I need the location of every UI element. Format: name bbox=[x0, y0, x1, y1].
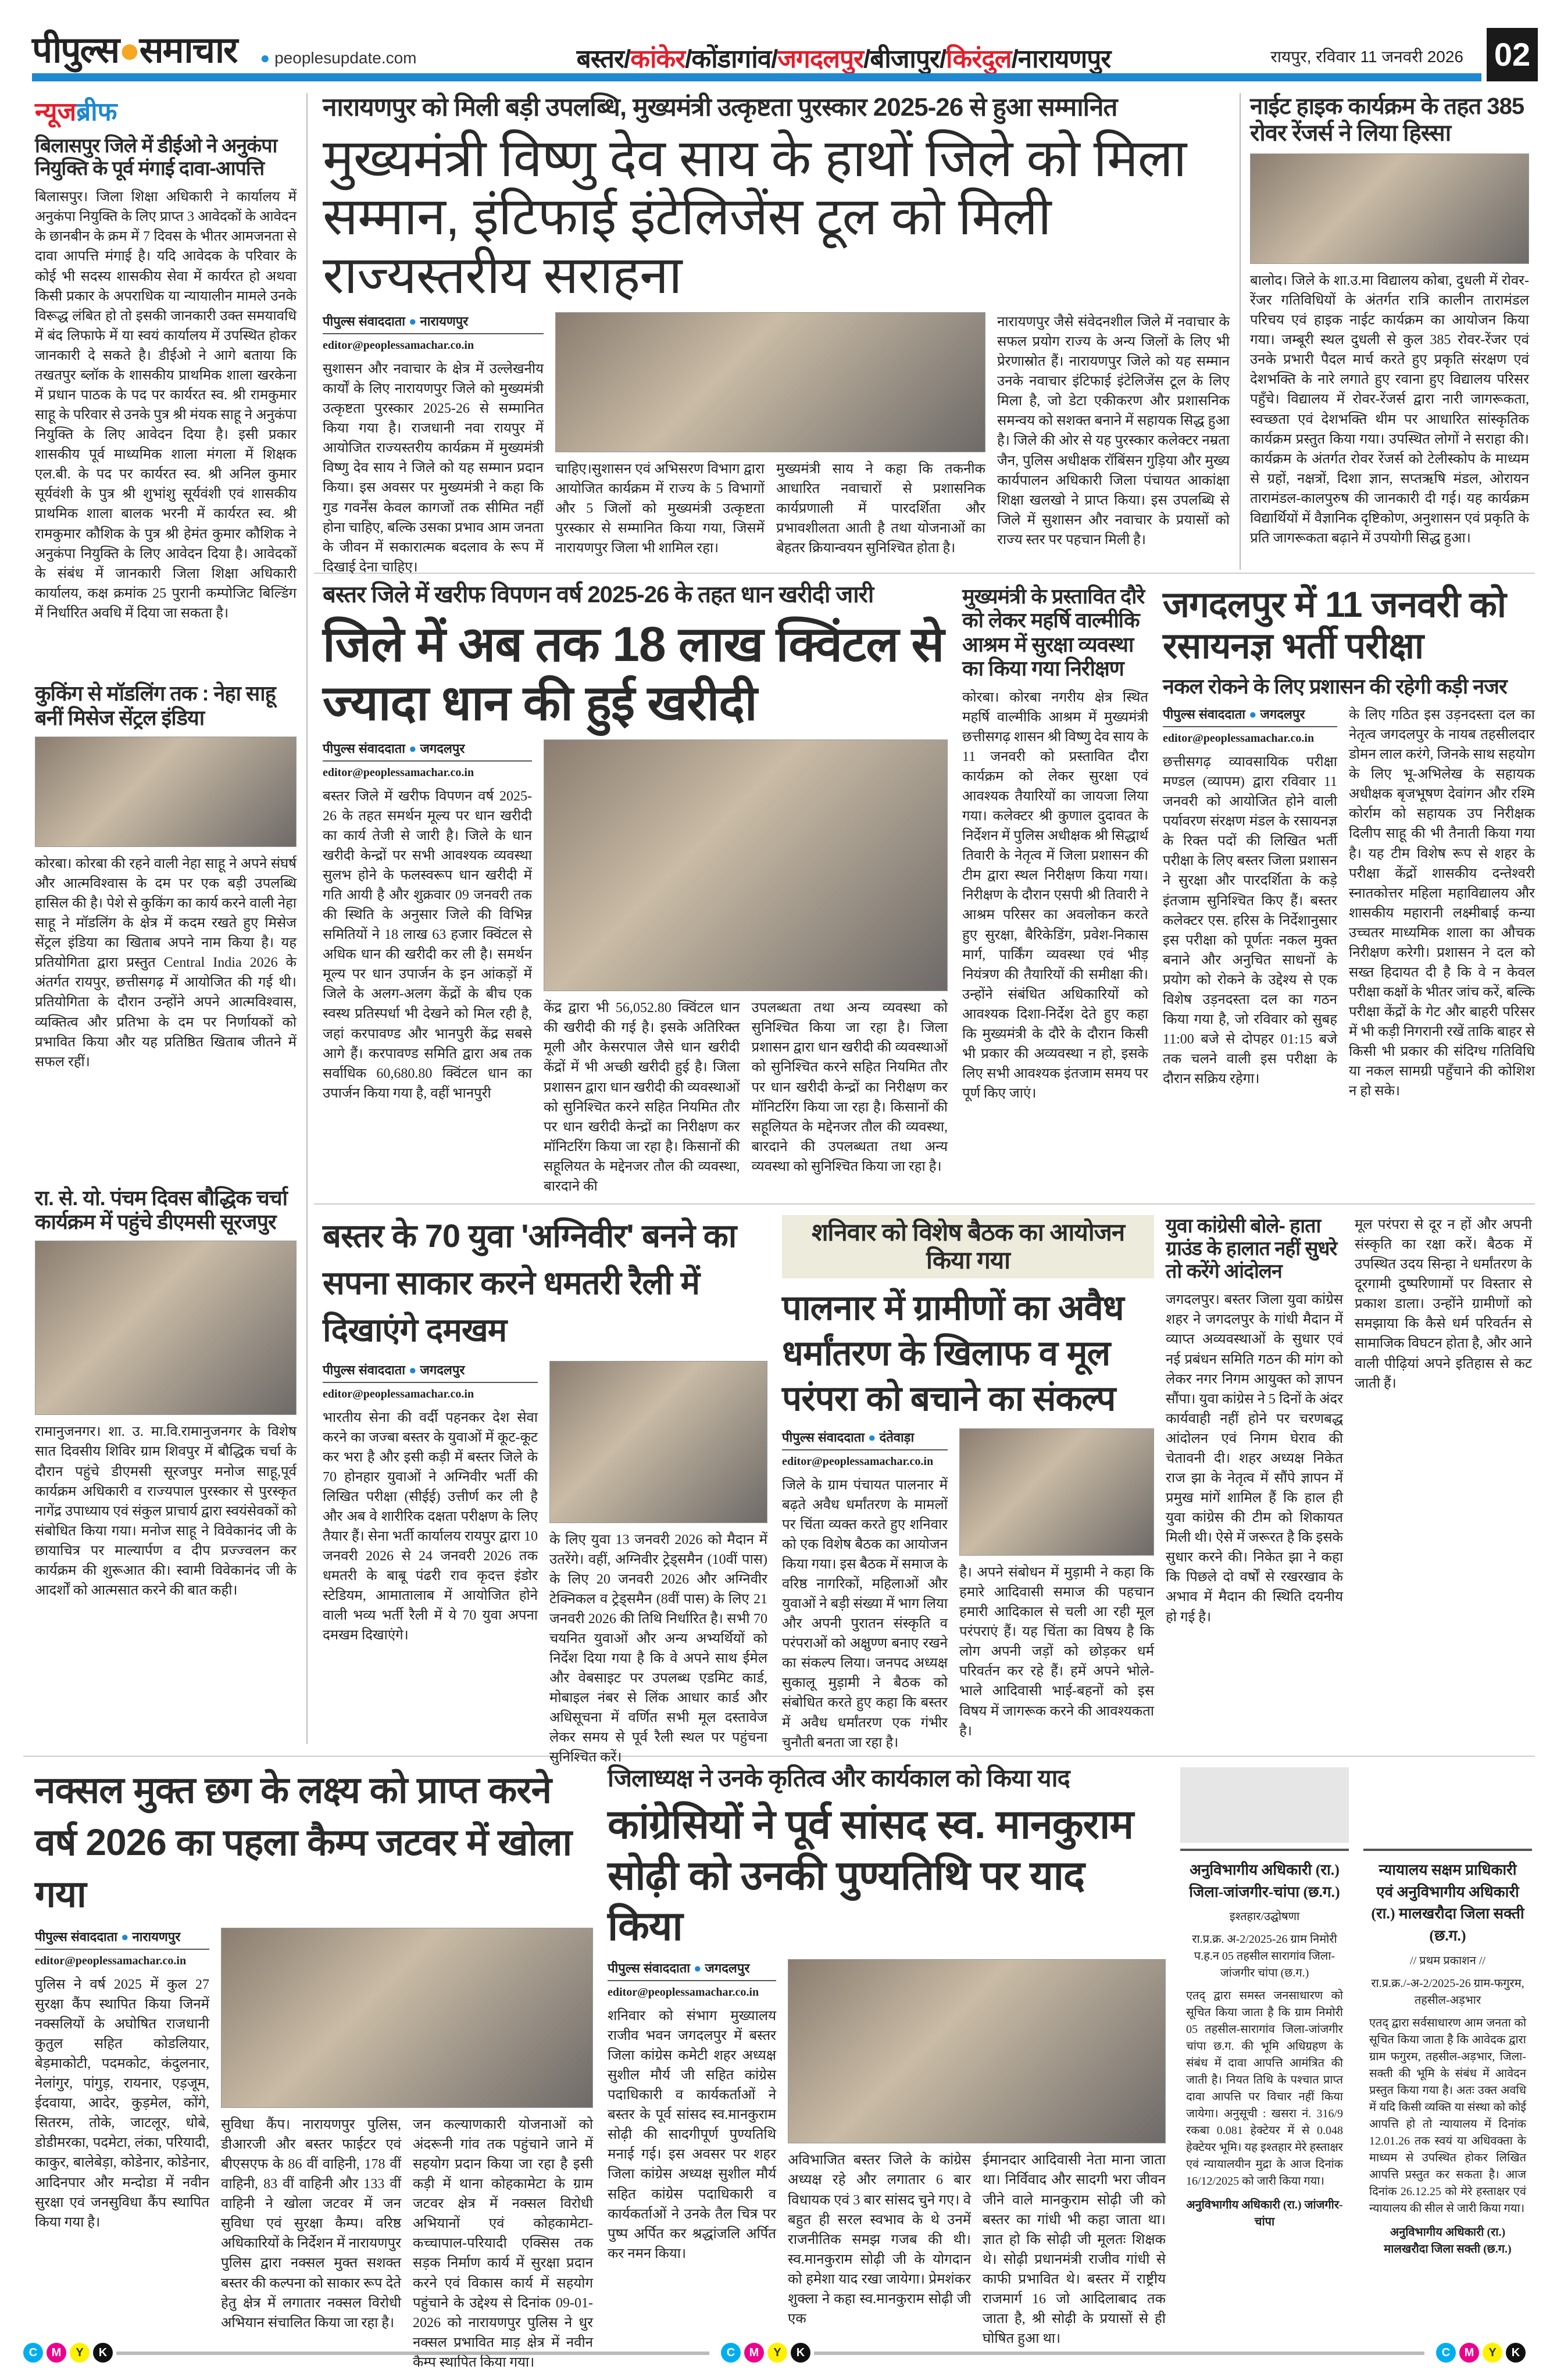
print-bar bbox=[814, 2352, 1424, 2355]
dot-icon: ● bbox=[409, 313, 417, 328]
notice-title: अनुविभागीय अधिकारी (रा.) जिला-जांजगीर-चांपा (छ.ग.) bbox=[1189, 1861, 1340, 1900]
main-kicker: नारायणपुर को मिली बड़ी उपलब्धि, मुख्यमंत्री उत्कृष्टता पुरस्कार 2025-26 से हुआ सम्मानित bbox=[323, 93, 1117, 121]
night-hike-photo bbox=[1250, 153, 1529, 264]
section-divider bbox=[314, 1203, 1535, 1205]
palnar-kicker: शनिवार को विशेष बैठक का आयोजन किया गया bbox=[782, 1215, 1154, 1278]
region-separator: / bbox=[1011, 44, 1018, 73]
article-headline: नाईट हाइक कार्यक्रम के तहत 385 रोवर रेंजर्स ने लिया हिस्सा bbox=[1250, 94, 1524, 146]
article-body: शनिवार को संभाग मुख्यालय राजीव भवन जगदलपुर में बस्तर जिला कांग्रेस कमेटी शहर अध्यक्ष सुशील मौर्य जी सहित कांग्रेस पदाधिकारी व कार्यकर्ताओं ने बस्तर के पूर्व सांसद स्व.मानकुराम सोढ़ी की सादगीपूर्ण पुण्यतिथि मनाई गई। इस अवसर पर शहर जिला कांग्रेस अध्यक्ष सुशील मौर्य सहित कांग्रेस पदाधिकारी व कार्यकर्ताओं ने उनके तैल चित्र पर पुष्प अर्पित कर श्रद्धांजलि अर्पित कर नमन किया। bbox=[608, 2008, 776, 2261]
reporter: पीपुल्स संवाददाता bbox=[35, 1929, 117, 1944]
reporter: पीपुल्स संवाददाता bbox=[323, 313, 405, 328]
article-photo bbox=[35, 1241, 297, 1415]
notice-signature: अनुविभागीय अधिकारी (रा.) जांजगीर-चांपा bbox=[1186, 2199, 1343, 2229]
cmyk-dot-c: C bbox=[1436, 2343, 1456, 2363]
page-number: 02 bbox=[1487, 28, 1538, 81]
night-hike-story bbox=[1250, 93, 1529, 567]
exam-story bbox=[1163, 584, 1535, 1198]
article-body: ईमानदार आदिवासी नेता माना जाता था। निर्विवाद और सादगी भरा जीवन जीने वाले मानकुराम सोढ़ी जी को बस्तर का गांधी भी कहा जाता था। ज्ञात हो कि सोढ़ी जी मूलतः शिक्षक थे। सोढ़ी प्रधानमंत्री राजीव गांधी से काफी प्रभावित थे। बस्तर में राष्ट्रीय राजमार्ग 16 जो आदिलाबाद तक जाता है, श्री सोढ़ी के प्रयासों से ही घोषित हुआ था। bbox=[983, 2153, 1166, 2347]
byline-block bbox=[608, 1959, 776, 1999]
dateline-place: जगदलपुर bbox=[1260, 706, 1305, 721]
region-name: किरंदुल bbox=[946, 44, 1012, 73]
article-headline: कुकिंग से मॉडलिंग तक : नेहा साहू बनीं मिसेज सेंट्रल इंडिया bbox=[35, 681, 276, 730]
article-body: जन कल्याणकारी योजनाओं को अंदरूनी गांव तक पहुंचाने जाने में सहयोग प्रदान किया जा रहा है इसी कड़ी में थाना कोहकामेटा के ग्राम जटवर क्षेत्र में नक्सल विरोधी अभियानों एवं कोहकामेटा-कच्चापाल-परियादी एक्सिस तक सड़क निर्माण कार्य में सुरक्षा प्रदान करने एवं विकास कार्य में सहयोग पहुंचाने के उद्देश्य से दिनांक 09-01-2026 को नारायणपुर पुलिस ने धुर नक्सल प्रभावित माड़ क्षेत्र में नवीन कैम्प स्थापित किया गया। bbox=[413, 2117, 593, 2370]
dateline-place: नारायणपुर bbox=[420, 313, 469, 328]
byline bbox=[782, 1428, 948, 1450]
notice-body: एतद् द्वारा सर्वसाधारण आम जनता को सूचित किया जाता है कि आवेदक द्वारा ग्राम फगुरम, तहसील-अड़भार, जिला-सक्ती की भूमि के संबंध में आवेदन प्रस्तुत किया गया है। अतः उक्त अवधि में यदि किसी व्यक्ति या संस्था को कोई आपत्ति हो तो न्यायालय में दिनांक 12.01.26 तक स्वयं या अधिवक्ता के माध्यम से उपस्थित होकर लिखित आपत्ति प्रस्तुत कर सकता है। आज दिनांक 26.12.25 को मेरे हस्ताक्षर एवं न्यायालय की सील से जारी किया गया। bbox=[1369, 2016, 1526, 2215]
reporter: पीपुल्स संवाददाता bbox=[323, 1362, 405, 1377]
article-body: अविभाजित बस्तर जिले के कांग्रेस अध्यक्ष रहे और लगातार 6 बार विधायक एवं 3 बार सांसद चुने गए। वे बहुत ही सरल स्वभाव के थे उनमें राजनीतिक समझ गजब की थी। स्व.मानकुराम सोढ़ी जी के योगदान को हमेशा याद रखा जायेगा। प्रेमशंकर शुक्ला ने कहा स्व.मानकुराम सोढ़ी जी एक bbox=[788, 2153, 971, 2327]
paddy-procurement-photo bbox=[544, 739, 948, 992]
paddy-headline: जिले में अब तक 18 लाख क्विंटल से ज्यादा धान की हुई खरीदी bbox=[323, 617, 944, 730]
region-name: बस्तर bbox=[576, 44, 624, 73]
cmyk-dot-m: M bbox=[47, 2343, 66, 2363]
region-name: नारायणपुर bbox=[1017, 44, 1111, 73]
congress-kicker: जिलाध्यक्ष ने उनके कृतित्व और कार्यकाल को किया याद bbox=[608, 1764, 1070, 1792]
cmyk-dot-m: M bbox=[1459, 2343, 1479, 2363]
brief-part-1: न्यूज bbox=[35, 98, 77, 126]
reporter: पीपुल्स संवाददाता bbox=[608, 1960, 690, 1975]
congress-headline: कांग्रेसियों ने पूर्व सांसद स्व. मानकुराम सोढ़ी को उनकी पुण्यतिथि पर याद किया bbox=[608, 1802, 1134, 1949]
article-body: चाहिए।सुशासन एवं अभिसरण विभाग द्वारा आयोजित कार्यक्रम में राज्य के 5 विभागों और 5 जिलों को मुख्यमंत्री उत्कृष्टता पुरस्कार से सम्मानित किया गया, जिसमें नारायणपुर जिला भी शामिल रहा। bbox=[555, 461, 765, 556]
article-body: उपलब्धता तथा अन्य व्यवस्था को सुनिश्चित किया जा रहा है। जिला प्रशासन द्वारा धान खरीदी की व्यवस्थाओं को सुनिश्चित करने सहित नियमित तौर पर धान खरीदी केन्द्रों का निरीक्षण कर मॉनिटरिंग किया जा रहा है। किसानों की सहूलियत के मद्देनजर तौल की व्यवस्था, बारदाने की उपलब्धता तथा अन्य व्यवस्था को सुनिश्चित किया जा रहा है। bbox=[751, 1000, 948, 1174]
article-body: पुलिस ने वर्ष 2025 में कुल 27 सुरक्षा कैंप स्थापित किया जिनमें नक्सलियों के अघोषित राजधानी कुतुल सहित कोडलियार, बेड़माकोटी, पदमकोट, कंदुलनार, नेलांगुर, पांगुड़, रायनार, एड़जूम, ईदवाया, आदेर, कुड़मेल, कोंगे, सितरम, तोके, जाटलूर, धोबे, डोडीमरका, पदमेटा, लंका, परियादी, काकुर, बालेबेड़ा, कोडेनार, कोडेनार, आदिनपार और मन्दोडा में नवीन सुरक्षा एवं जनसुविधा कैंप स्थापित किया गया है। bbox=[35, 1977, 209, 2230]
notice-signature: अनुविभागीय अधिकारी (रा.) मालखरौदा जिला सक्ती (छ.ग.) bbox=[1384, 2225, 1512, 2256]
byline bbox=[323, 739, 532, 762]
article-body: के लिए गठित इस उड़नदस्ता दल का नेतृत्व जगदलपुर के नायब तहसीलदार डोमन लाल करंगे, जिनके साथ सहयोग के लिए भू-अभिलेख के सहायक अधीक्षक बृजभूषण देवांगन और रश्मि कोर्राम को सहायक उप निरीक्षक दिलीप साहू की भी तैनाती किया गया है। यह टीम विशेष रूप से शहर के परीक्षा केंद्रों शासकीय दन्तेश्वरी स्नातकोत्तर महिला महाविद्यालय और शासकीय महारानी लक्ष्मीबाई कन्या उच्चतर माध्यमिक शाला का औचक निरीक्षण करेगी। प्रशासन ने दल को सख्त हिदायत दी है कि वे न केवल परीक्षा कक्षों के भीतर जांच करें, बल्कि परीक्षा केंद्रों के गेट और बाहरी परिसर में भी कड़ी निगरानी रखें ताकि बाहर से किसी भी प्रकार की संदिग्ध गतिविधि या नकल सामग्री पहुँचाने की कोशिश न हो सके। bbox=[1349, 707, 1535, 1099]
korba-story bbox=[962, 584, 1148, 1198]
region-separator: / bbox=[685, 44, 692, 73]
region-separator: / bbox=[623, 44, 631, 73]
dot-icon: ● bbox=[1249, 706, 1257, 721]
region-separator: / bbox=[863, 44, 870, 73]
dateline-place: जगदलपुर bbox=[420, 1362, 465, 1377]
naxal-story bbox=[35, 1764, 593, 2370]
article-headline: बिलासपुर जिले में डीईओ ने अनुकंपा नियुक्ति के पूर्व मंगाई दावा-आपत्ति bbox=[35, 135, 277, 180]
column-divider bbox=[306, 93, 308, 1744]
cmyk-dot-y: Y bbox=[70, 2343, 90, 2363]
agniveer-story bbox=[323, 1212, 767, 1766]
cmyk-registration-mark bbox=[23, 2343, 113, 2363]
editor-email[interactable]: editor@peoplessamachar.co.in bbox=[608, 1985, 759, 1999]
website-url[interactable] bbox=[260, 49, 416, 73]
byline bbox=[323, 312, 544, 334]
exam-headline: जगदलपुर में 11 जनवरी को रसायनज्ञ भर्ती परीक्षा bbox=[1163, 585, 1506, 667]
article-body: मुख्यमंत्री साय ने कहा कि तकनीक आधारित नवाचारों से प्रशासनिक कार्यप्रणाली में पारदर्शिता और प्रभावशीलता आती है तथा योजनाओं का बेहतर क्रियान्वयन सुनिश्चित होता है। bbox=[776, 461, 985, 556]
newspaper-logo bbox=[32, 24, 237, 73]
dateline-place: नारायणपुर bbox=[132, 1929, 181, 1944]
article-body: बस्तर जिले में खरीफ विपणन वर्ष 2025-26 के तहत समर्थन मूल्य पर धान खरीदी का कार्य तेजी से जारी है। जिले के धान खरीदी केन्द्रों पर सभी आवश्यक व्यवस्था सुलभ होने के फलस्वरूप धान खरीदी में गति आयी है और शुक्रवार 09 जनवरी तक की स्थिति के अनुसार जिले की विभिन्न समितियों ने 18 लाख 63 हजार क्विंटल से अधिक धान की खरीदी कर ली है। समर्थन मूल्य पर धान उपार्जन के इन आंकड़ों में जिले के अलग-अलग केंद्रों के बीच एक स्वस्थ प्रतिस्पर्धा भी देखने को मिल रही है, जहां करपावण्ड और भानपुरी केंद्र सबसे आगे हैं। करपावण्ड समिति द्वारा अब तक सर्वाधिक 60,680.80 क्विंटल धान का उपार्जन किया गया है, वहीं भानपुरी bbox=[323, 788, 532, 1101]
region-name: कोंडागांव bbox=[691, 44, 772, 73]
region-separator: / bbox=[771, 44, 778, 73]
logo-pin-icon: ● bbox=[119, 30, 140, 70]
section-divider bbox=[314, 573, 1535, 574]
article-body: जिले के ग्राम पंचायत पालनार में बढ़ते अवैध धर्मांतरण के मामलों पर चिंता व्यक्त करते हुए शनिवार को एक विशेष बैठक का आयोजन किया गया। इस बैठक में समाज के वरिष्ठ नागरिकों, महिलाओं और युवाओं ने बड़ी संख्या में भाग लिया और अपनी पुरातन संस्कृति व परंपराओं को अक्षुण्ण बनाए रखने का संकल्प लिया। जनपद अध्यक्ष सुकालू मुड़ामी ने बैठक को संबोधित करते हुए कहा कि बस्तर में अवैध धर्मांतरण एक गंभीर चुनौती बनता जा रहा है। bbox=[782, 1477, 948, 1750]
jatwar-camp-photo bbox=[221, 1928, 593, 2108]
article-body: है। अपने संबोधन में मुड़ामी ने कहा कि हमारे आदिवासी समाज की पहचान हमारी आदिकाल से चली आ रही मूल परंपराएं हैं। यह चिंता का विषय है कि लोग अपनी जड़ों को छोड़कर धर्म परिवर्तन कर रहे हैं। हमें अपने भोले-भाले आदिवासी भाई-बहनों को इस विषय में जागरूक करने की आवश्यकता है। bbox=[959, 1564, 1154, 1739]
article-photo bbox=[35, 737, 297, 847]
region-name: कांकेर bbox=[630, 44, 685, 73]
masthead bbox=[32, 23, 1538, 73]
section-divider bbox=[23, 1756, 1535, 1757]
reporter: पीपुल्स संवाददाता bbox=[323, 741, 405, 756]
main-story bbox=[323, 93, 1230, 575]
byline-block bbox=[35, 1928, 209, 1968]
palnar-headline: पालनार में ग्रामीणों का अवैध धर्मांतरण के खिलाफ व मूल परंपरा को बचाने का संकल्प bbox=[782, 1288, 1124, 1418]
paddy-kicker: बस्तर जिले में खरीफ विपणन वर्ष 2025-26 के तहत धान खरीदी जारी bbox=[323, 582, 874, 607]
cmyk-registration-mark bbox=[1436, 2343, 1526, 2363]
byline-block bbox=[1163, 705, 1337, 745]
editor-email[interactable]: editor@peoplessamachar.co.in bbox=[35, 1954, 187, 1967]
palnar-continued bbox=[1355, 1215, 1532, 1747]
region-separator: / bbox=[939, 44, 947, 73]
blank-ad-space bbox=[1180, 1767, 1349, 1843]
reporter: पीपुल्स संवाददाता bbox=[1163, 706, 1245, 721]
article-body: बिलासपुर। जिला शिक्षा अधिकारी ने कार्यालय में अनुकंपा नियुक्ति के लिए प्राप्त 3 आवेदकों के आवेदन के छानबीन के क्रम में 7 दिवस के भीतर आमजनता से दावा आपत्ति मंगाई है। यदि आवेदक के परिवार के कोई भी सदस्य शासकीय सेवा में कार्यरत हो अथवा किसी प्रकार के अपराधिक या न्यायालीन मामले उनके विरूद्ध लंबित हो तो इसकी जानकारी उक्त समयावधि में बंद लिफाफे में या स्वयं कार्यालय में उपस्थित होकर जानकारी दे सकते है। डीईओ ने आगे बताया कि तखतपुर ब्लॉक के शासकीय प्राथमिक शाला खरकेना में प्रधान पाठक के पद पर कार्यरत स्व. श्री रामकुमार साहू के परिवार से उनके पुत्र श्री मंयक साहू ने अनुकंपा नियुक्ति के लिए आवेदन दिया है। इसी प्रकार शासकीय पूर्व माध्यमिक शाला मंगला में शिक्षक एल.बी. के पद पर कार्यरत स्व. श्री अनिल कुमार सूर्यवंशी के पुत्र श्री शुभांशु सूर्यवंशी एवं शासकीय प्राथमिक शाला बालक भरनी में कार्यरत स्व. श्री रामकुमार कौशिक के पुत्र श्री हेमंत कुमार कौशिक ने अनुकंपा नियुक्ति के लिए आवेदन दिया है। आवेदकों के संबंध में जानकारी जिला शिक्षा अधिकारी कार्यालय, कक्ष क्रमांक 25 पुरानी कम्पोजिट बिल्डिंग में निर्धारित अवधि में दिया जा सकता है। bbox=[35, 190, 297, 621]
naxal-headline: नक्सल मुक्त छग के लक्ष्य को प्राप्त करने वर्ष 2026 का पहला कैम्प जटवर में खोला गया bbox=[35, 1769, 572, 1916]
article-body: बालोद। जिले के शा.उ.मा विद्यालय कोबा, दुधली में रोवर-रेंजर गतिविधियों के अंतर्गत रात्रि कालीन तारामंडल परिचय एवं हाइक नाईट कार्यक्रम का आयोजन किया गया। जम्बूरी स्थल दुधली से कुल 385 रोवर-रेंजर एवं उनके प्रभारी पैदल मार्च करते हुए प्रकृति संरक्षण एवं देशभक्ति के नारे लगाते हुए रवाना हुए विद्यालय परिसर पहुँचे। विद्यालय में रोवर-रेंजर्स द्वारा नारी जागरूकता, स्वच्छता एवं देशभक्ति थीम पर आधारित सांस्कृतिक कार्यक्रम प्रस्तुत किया गया। उपस्थित लोगों ने सराहा की। कार्यक्रम के अंतर्गत रोवर रेंजर्स को टेलीस्कोप के माध्यम से ग्रहों, नक्षत्रों, दिशा ज्ञान, सप्तऋषि मंडल, ओरायन तारामंडल-कालपुरुष की जानकारी दी गई। यह कार्यक्रम विद्यार्थियों में वैज्ञानिक दृष्टिकोण, अनुशासन एवं प्रकृति के प्रति जागरूकता बढ़ाने में उपयोगी सिद्ध हुआ। bbox=[1250, 273, 1529, 546]
article-body: सुशासन और नवाचार के क्षेत्र में उल्लेखनीय कार्यों के लिए नारायणपुर जिले को मुख्यमंत्री उत्कृष्टता पुरस्कार 2025-26 से सम्मानित किया गया है। राजधानी नवा रायपुर में आयोजित राज्यस्तरीय कार्यक्रम में मुख्यमंत्री विष्णु देव साय ने जिले को यह सम्मान प्रदान किया। इस अवसर पर मुख्यमंत्री ने कहा कि गुड गवर्नेंस केवल कागजों तक सीमित नहीं होना चाहिए, बल्कि उसका प्रभाव आम जनता के जीवन में सकारात्मक बदलाव के रूप में दिखाई देना चाहिए। bbox=[323, 361, 544, 575]
dateline-place: जगदलपुर bbox=[705, 1960, 750, 1975]
article-body: कोरबा। कोरबा की रहने वाली नेहा साहू ने अपने संघर्ष और आत्मविश्वास के दम पर एक बड़ी उपलब्धि हासिल की है। पेशे से कुकिंग का कार्य करने वाली नेहा साहू ने मॉडलिंग के क्षेत्र में कदम रखते हुए मिसेज सेंट्रल इंडिया का खिताब अपने नाम किया है। यह प्रतियोगिता द्वारा प्रस्तुत Central India 2026 के अंतर्गत रायपुर, छत्तीसगढ़ में आयोजित की गई थी। प्रतियोगिता के दौरान उन्होंने अपने आत्मविश्वास, व्यक्तित्व और प्रतिभा के दम पर निर्णायकों को प्रभावित किया और यह प्रतिष्ठित खिताब जीतने में सफल रहीं। bbox=[35, 856, 297, 1070]
region-name: बीजापुर bbox=[870, 44, 940, 73]
article-body: सुविधा कैंप। नारायणपुर पुलिस, डीआरजी और बस्तर फाईटर एवं बीएसएफ के 86 वीं वाहिनी, 178 वीं वाहिनी, 83 वीं वाहिनी और 133 वीं वाहिनी ने खोला जटवर में जन सुविधा एवं सुरक्षा कैम्प। वरिष्ठ अधिकारियों के निर्देशन में नारायणपुर पुलिस द्वारा नक्सल मुक्त सशक्त बस्तर की कल्पना को साकार रूप देते हेतु क्षेत्र में लगातार नक्सल विरोधी अभियान संचालित किया जा रहा है। bbox=[221, 2117, 401, 2331]
tribute-photo bbox=[788, 1959, 1166, 2144]
cmyk-dot-c: C bbox=[721, 2343, 741, 2363]
notice-case: रा.प्र.क्र./-अ-2/2025-26 ग्राम-फगुरम, तहसील-अड़भार bbox=[1371, 1977, 1524, 2007]
news-brief-label bbox=[35, 93, 297, 128]
cmyk-dot-c: C bbox=[23, 2343, 43, 2363]
article-body: केंद्र द्वारा भी 56,052.80 क्विंटल धान की खरीदी की गई है। इसके अतिरिक्त मूली और केसरपाल जैसे धान खरीदी केंद्रों में भी अच्छी खरीदी हुई है। जिला प्रशासन द्वारा धान खरीदी की व्यवस्थाओं को सुनिश्चित करने सहित नियमित तौर पर धान खरीदी केन्द्रों का निरीक्षण कर मॉनिटरिंग किया जा रहा है। किसानों की सहूलियत के मद्देनजर तौल की व्यवस्था, बारदाने की bbox=[544, 1000, 740, 1194]
award-ceremony-photo bbox=[555, 312, 985, 452]
notice-body: एतद् द्वारा समस्त जनसाधारण को सूचित किया जाता है कि ग्राम निमोरी 05 तहसील-सारागांव जिला-जांजगीर चांपा छ.ग. की भूमि अधिग्रहण के संबंध में दावा आपत्ति आमंत्रित की जाती है। नियत तिथि के पश्चात प्राप्त दावा आपत्ति पर विचार नहीं किया जायेगा। अनुसूची : खसरा नं. 316/9 रकबा 0.081 हेक्टेयर में से 0.048 हेक्टेयर भूमि। यह इश्तहार मेरे हस्ताक्षर एवं न्यायालयीन मुद्रा के आज दिनांक 16/12/2025 को जारी किया गया। bbox=[1186, 1989, 1343, 2188]
issue-date: रायपुर, रविवार 11 जनवरी 2026 bbox=[1270, 48, 1463, 66]
dot-icon: ● bbox=[694, 1960, 702, 1975]
editor-email[interactable]: editor@peoplessamachar.co.in bbox=[323, 766, 474, 779]
palnar-story bbox=[782, 1215, 1154, 1750]
youth-congress-story bbox=[1166, 1215, 1343, 1747]
notice-subtitle: // प्रथम प्रकाशन // bbox=[1410, 1954, 1485, 1967]
paddy-story bbox=[323, 581, 948, 1198]
main-headline: मुख्यमंत्री विष्णु देव साय के हाथों जिले को मिला सम्मान, इंटिफाई इंटेलिजेंस टूल को मिली राज्यस्तरीय सराहना bbox=[323, 129, 1187, 305]
congress-story bbox=[608, 1764, 1166, 2347]
article-body: मूल परंपरा से दूर न हों और अपनी संस्कृति का रक्षा करें। बैठक में उपस्थित उदय सिन्हा ने धर्मांतरण के दूरगामी दुष्परिणामों पर विस्तार से प्रकाश डाला। उन्होंने ग्रामीणों को समझाया कि कैसे धर्म परिवर्तन से सामाजिक विघटन होता है, और आने वाली पीढ़ियां अपने इतिहास से कट जाती हैं। bbox=[1355, 1217, 1532, 1391]
byline-block bbox=[323, 739, 532, 780]
cmyk-dot-k: K bbox=[1506, 2343, 1526, 2363]
byline bbox=[1163, 705, 1337, 727]
cmyk-dot-m: M bbox=[744, 2343, 764, 2363]
editor-email[interactable]: editor@peoplessamachar.co.in bbox=[323, 338, 474, 352]
brief-part-2: ब्रीफ bbox=[76, 98, 117, 126]
article-body: कोरबा। कोरबा नगरीय क्षेत्र स्थित महर्षि वाल्मीकि आश्रम में मुख्यमंत्री छत्तीसगढ़ शासन श्री विष्णु देव साय के 11 जनवरी को प्रस्तावित दौरा कार्यक्रम को लेकर सुरक्षा एवं आवश्यक तैयारियों का जायजा लिया गया। कलेक्टर श्री कुणाल दुदावत के निर्देशन में पुलिस अधीक्षक श्री सिद्धार्थ तिवारी के नेतृत्व में जिला प्रशासन की टीम द्वारा स्थल निरीक्षण किया गया। निरीक्षण के दौरान एसपी श्री तिवारी ने आश्रम परिसर का अवलोकन करते हुए सुरक्षा, बैरिकेडिंग, प्रवेश-निकास मार्ग, पार्किंग व्यवस्था एवं भीड़ नियंत्रण की तैयारियों की समीक्षा की। उन्होंने संबंधित अधिकारियों को आवश्यक दिशा-निर्देश देते हुए कहा कि मुख्यमंत्री के दौरे के दौरान किसी भी प्रकार की अव्यवस्था न हो, इसके लिए सभी आवश्यक इंतजाम समय पर पूर्ण किए जाएं। bbox=[962, 689, 1148, 1102]
dot-icon: ● bbox=[409, 1362, 417, 1377]
dot-icon: ● bbox=[121, 1929, 129, 1944]
cmyk-dot-k: K bbox=[93, 2343, 113, 2363]
legal-notice bbox=[1363, 1849, 1532, 2325]
byline-block bbox=[323, 312, 544, 352]
notice-case: रा.प्र.क्र. अ-2/2025-26 ग्राम निमोरी प.ह.न 05 तहसील सारागांव जिला-जांजगीर चांपा (छ.ग.) bbox=[1192, 1933, 1337, 1980]
logo-text-2: समाचार bbox=[139, 30, 237, 70]
notice-subtitle: इश्तहार/उद्घोषणा bbox=[1229, 1910, 1300, 1924]
byline bbox=[323, 1361, 538, 1383]
cmyk-dot-y: Y bbox=[1483, 2343, 1502, 2363]
article-body: के लिए युवा 13 जनवरी 2026 को मैदान में उतरेंगे। वहीं, अग्निवीर ट्रेड्समैन (10वीं पास) के लिए 20 जनवरी 2026 और अग्निवीर टेक्निकल व ट्रेड्समैन (8वीं पास) के लिए 21 जनवरी 2026 की तिथि निर्धारित है। सभी 70 चयनित युवाओं और अन्य अभ्यर्थियों को निर्देश दिया गया है कि वे अपने साथ ईमेल और वेबसाइट पर उपलब्ध एडमिट कार्ड, मोबाइल नंबर से लिंक आधार कार्ड और अधिसूचना में वर्णित सभी मूल दस्तावेज लेकर समय से पूर्व रैली स्थल पर पहुंचना सुनिश्चित करें। bbox=[549, 1532, 767, 1766]
legal-notice bbox=[1180, 1849, 1349, 2325]
article-body: नारायणपुर जैसे संवेदनशील जिले में नवाचार के सफल प्रयोग राज्य के अन्य जिलों के लिए भी प्रेरणास्रोत हैं। नारायणपुर जिले को यह सम्मान उनके नवाचार इंटिफाई इंटेलिजेंस टूल के लिए मिला है, जो डेटा एकीकरण और प्रशासनिक समन्वय को सशक्त बनाने में सहायक सिद्ध हुआ है। जिले की ओर से यह पुरस्कार कलेक्टर नम्रता जैन, पुलिस अधीक्षक रॉबिंसन गुड़िया और मुख्य कार्यपालन अधिकारी जिला पंचायत आकांक्षा शिक्षा खलखो ने प्राप्त किया। इस उपलब्धि से जिले में सुशासन और नवाचार के प्रयासों को राज्य स्तर पर पहचान मिली है। bbox=[997, 314, 1230, 548]
url-text: peoplesupdate.com bbox=[274, 49, 417, 67]
region-name: जगदलपुर bbox=[777, 44, 864, 73]
notice-title: न्यायालय सक्षम प्राधिकारी एवं अनुविभागीय अधिकारी (रा.) मालखरौदा जिला सक्ती (छ.ग.) bbox=[1371, 1861, 1524, 1945]
print-bar bbox=[116, 2352, 709, 2355]
byline bbox=[608, 1959, 776, 1981]
editor-email[interactable]: editor@peoplessamachar.co.in bbox=[782, 1455, 934, 1468]
reporter: पीपुल्स संवाददाता bbox=[782, 1430, 865, 1445]
article-headline: युवा कांग्रेसी बोले- हाता ग्राउंड के हालात नहीं सुधरे तो करेंगे आंदोलन bbox=[1166, 1215, 1337, 1283]
byline bbox=[35, 1928, 209, 1950]
column-divider bbox=[1240, 93, 1241, 570]
dateline-place: दंतेवाड़ा bbox=[879, 1430, 915, 1445]
exam-subheadline: नकल रोकने के लिए प्रशासन की रहेगी कड़ी नजर bbox=[1163, 674, 1507, 698]
logo-text-1: पीपुल्स bbox=[32, 30, 119, 70]
agniveer-headline: बस्तर के 70 युवा 'अग्निवीर' बनने का सपना साकार करने धमतरी रैली में दिखाएंगे दमखम bbox=[323, 1217, 737, 1349]
cmyk-dot-y: Y bbox=[767, 2343, 787, 2363]
editor-email[interactable]: editor@peoplessamachar.co.in bbox=[1163, 731, 1315, 745]
article-body: छत्तीसगढ़ व्यावसायिक परीक्षा मण्डल (व्यापम) द्वारा रविवार 11 जनवरी को आयोजित होने वाली पर्यावरण संरक्षण मंडल के रसायनज्ञ के रिक्त पदों की लिखित भर्ती परीक्षा के लिए बस्तर जिला प्रशासन ने सुरक्षा और पारदर्शिता के कड़े इंतजाम सुनिश्चित किए हैं। बस्तर कलेक्टर एस. हरिस के निर्देशानुसार इस परीक्षा को पूर्णतः नकल मुक्त बनाने और अनुचित साधनों के प्रयोग को रोकने के उद्देश्य से एक विशेष उड़नदस्ता दल का गठन किया गया है, जो रविवार को सुबह 11:00 बजे से दोपहर 01:15 बजे तक चलने वाली इस परीक्षा के दौरान सक्रिय रहेगा। bbox=[1163, 754, 1337, 1087]
edition-regions bbox=[440, 45, 1248, 73]
article-headline: रा. से. यो. पंचम दिवस बौद्धिक चर्चा कार्यक्रम में पहुंचे डीएमसी सूरजपुर bbox=[35, 1185, 287, 1234]
article-body: रामानुजनगर। शा. उ. मा.वि.रामानुजनगर के विशेष सात दिवसीय शिविर ग्राम शिवपुर में बौद्धिक चर्चा के दौरान पहुंचे डीएमसी सूरजपुर मनोज साहू,पूर्व कार्यक्रम अधिकारी व राज्यपाल पुरस्कार से पुरस्कृत नागेंद्र उपाध्याय एवं संकुल प्राचार्य द्वारा स्वयंसेवकों को संबोधित किया गया। मनोज साहू ने विवेकानंद जी के छायाचित्र पर माल्यार्पण व दीप प्रज्ज्वलन कर कार्यक्रम की शुरूआत की। स्वामी विवेकानंद जी के आदर्शों को आत्मसात करने की बात कही। bbox=[35, 1424, 297, 1598]
article-body: भारतीय सेना की वर्दी पहनकर देश सेवा करने का जज्बा बस्तर के युवाओं में कूट-कूट कर भरा है और इसी कड़ी में बस्तर जिले के 70 होनहार युवाओं ने अग्निवीर भर्ती की लिखित परीक्षा (सीईई) उत्तीर्ण कर ली है और अब वे शारीरिक दक्षता परीक्षण के लिए तैयार हैं। सेना भर्ती कार्यालय रायपुर द्वारा 10 जनवरी 2026 से 24 जनवरी 2026 तक धमतरी के बाबू पंढरी राव कृदत्त इंडोर स्टेडियम, आमातालाब में आयोजित होने वाली भव्य भर्ती रैली में ये 70 युवा अपना दमखम दिखाएंगे। bbox=[323, 1410, 538, 1643]
cmyk-dot-k: K bbox=[791, 2343, 810, 2363]
article-headline: मुख्यमंत्री के प्रस्तावित दौरे को लेकर महर्षि वाल्मीकि आश्रम में सुरक्षा व्यवस्था का किया गया निरीक्षण bbox=[962, 584, 1145, 681]
agniveer-photo bbox=[549, 1361, 767, 1523]
dateline-place: जगदलपुर bbox=[420, 741, 465, 756]
header-divider bbox=[32, 73, 1481, 81]
dot-icon: ● bbox=[868, 1430, 876, 1445]
article-body: जगदलपुर। बस्तर जिला युवा कांग्रेस शहर ने जगदलपुर के गांधी मैदान में व्याप्त अव्यवस्थाओं के सुधार एवं नई प्रबंधन समिति गठन की मांग को लेकर नगर निगम आयुक्त को ज्ञापन सौंपा। युवा कांग्रेस ने 5 दिनों के अंदर कार्यवाही नहीं होने पर चरणबद्ध आंदोलन एवं निगम घेराव की चेतावनी दी। शहर अध्यक्ष निकेत राज झा के नेतृत्व में सौंपे ज्ञापन में प्रमुख मांगें शामिल हैं कि हाल ही युवा कांग्रेस की टीम को शिकायत मिली थी। ऐसे में जरूरत है कि इसके सुधार करने की। निकेत झा ने कहा कि पिछले दो वर्षों से रखरखाव के अभाव में मैदान की स्थिति दयनीय हो गई है। bbox=[1166, 1292, 1343, 1625]
location-pin-icon: ● bbox=[260, 49, 270, 67]
village-meeting-photo bbox=[959, 1428, 1154, 1556]
editor-email[interactable]: editor@peoplessamachar.co.in bbox=[323, 1387, 474, 1400]
byline-block bbox=[782, 1428, 948, 1468]
left-column bbox=[35, 93, 297, 1747]
byline-block bbox=[323, 1361, 538, 1401]
cmyk-registration-mark bbox=[721, 2343, 810, 2363]
dot-icon: ● bbox=[409, 741, 417, 756]
